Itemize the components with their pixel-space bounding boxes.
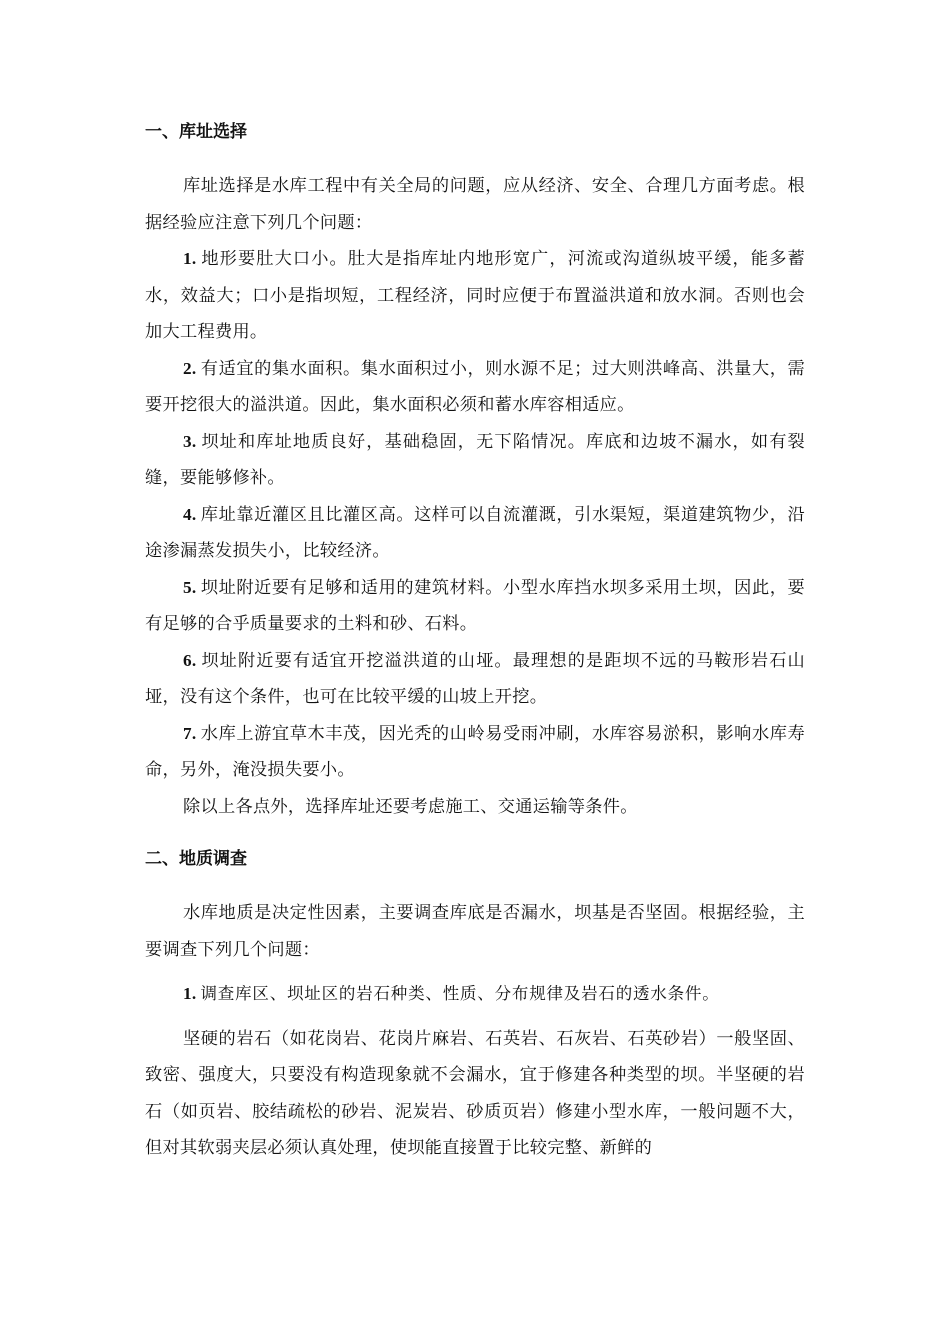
list-item [145, 351, 805, 424]
list-item [145, 643, 805, 716]
item-number: 3. [183, 431, 197, 451]
list-item [145, 976, 805, 1013]
item-number: 6. [183, 650, 197, 670]
item-number: 5. [183, 577, 197, 597]
item-text: 库址靠近灌区且比灌区高。这样可以自流灌溉，引水渠短，渠道建筑物少，沿途渗漏蒸发损失小，比较经济。 [145, 504, 805, 561]
item-number: 7. [183, 723, 197, 743]
item-text: 调查库区、坝址区的岩石种类、性质、分布规律及岩石的透水条件。 [200, 984, 720, 1003]
item-number: 1. [183, 984, 197, 1003]
item-text: 坝址附近要有适宜开挖溢洪道的山垭。最理想的是距坝不远的马鞍形岩石山垭，没有这个条件，也可在比较平缓的山坡上开挖。 [145, 650, 805, 707]
item-text: 坝址附近要有足够和适用的建筑材料。小型水库挡水坝多采用土坝，因此，要有足够的合乎质量要求的土料和砂、石料。 [145, 577, 805, 634]
list-item [145, 497, 805, 570]
item-number: 1. [183, 249, 197, 268]
list-item [145, 424, 805, 497]
section-2-title: 二、地质调查 [145, 849, 247, 869]
section-1-title: 一、库址选择 [145, 122, 247, 142]
list-item [145, 241, 805, 351]
item-number: 4. [183, 504, 197, 524]
section-1-intro: 库址选择是水库工程中有关全局的问题，应从经济、安全、合理几方面考虑。根据经验应注意下列几个问题： [145, 176, 805, 233]
item-text: 坝址和库址地质良好，基础稳固，无下陷情况。库底和边坡不漏水，如有裂缝，要能够修补。 [145, 431, 805, 488]
item-text: 有适宜的集水面积。集水面积过小，则水源不足；过大则洪峰高、洪量大，需要开挖很大的溢洪道。因此，集水面积必须和蓄水库容相适应。 [145, 358, 805, 415]
item-number: 2. [183, 358, 197, 378]
section-1-closing: 除以上各点外，选择库址还要考虑施工、交通运输等条件。 [183, 796, 638, 817]
section-2-intro: 水库地质是决定性因素，主要调查库底是否漏水，坝基是否坚固。根据经验，主要调查下列几个问题： [145, 903, 805, 960]
item-text: 水库上游宜草木丰茂，因光秃的山岭易受雨冲刷，水库容易淤积，影响水库寿命，另外，淹没损失要小。 [145, 723, 805, 780]
item-text: 地形要肚大口小。肚大是指库址内地形宽广，河流或沟道纵坡平缓，能多蓄水，效益大；口小是指坝短，工程经济，同时应便于布置溢洪道和放水洞。否则也会加大工程费用。 [145, 249, 805, 342]
document-page [145, 118, 805, 1167]
list-item [145, 570, 805, 643]
section-2-body: 坚硬的岩石（如花岗岩、花岗片麻岩、石英岩、石灰岩、石英砂岩）一般坚固、致密、强度大，只要没有构造现象就不会漏水，宜于修建各种类型的坝。半坚硬的岩石（如页岩、胶结疏松的砂岩、泥炭岩、砂质页岩）修建小型水库，一般问题不大，但对其软弱夹层必须认真处理，使坝能直接置于比较完整、新鲜的 [145, 1028, 805, 1158]
list-item [145, 716, 805, 789]
